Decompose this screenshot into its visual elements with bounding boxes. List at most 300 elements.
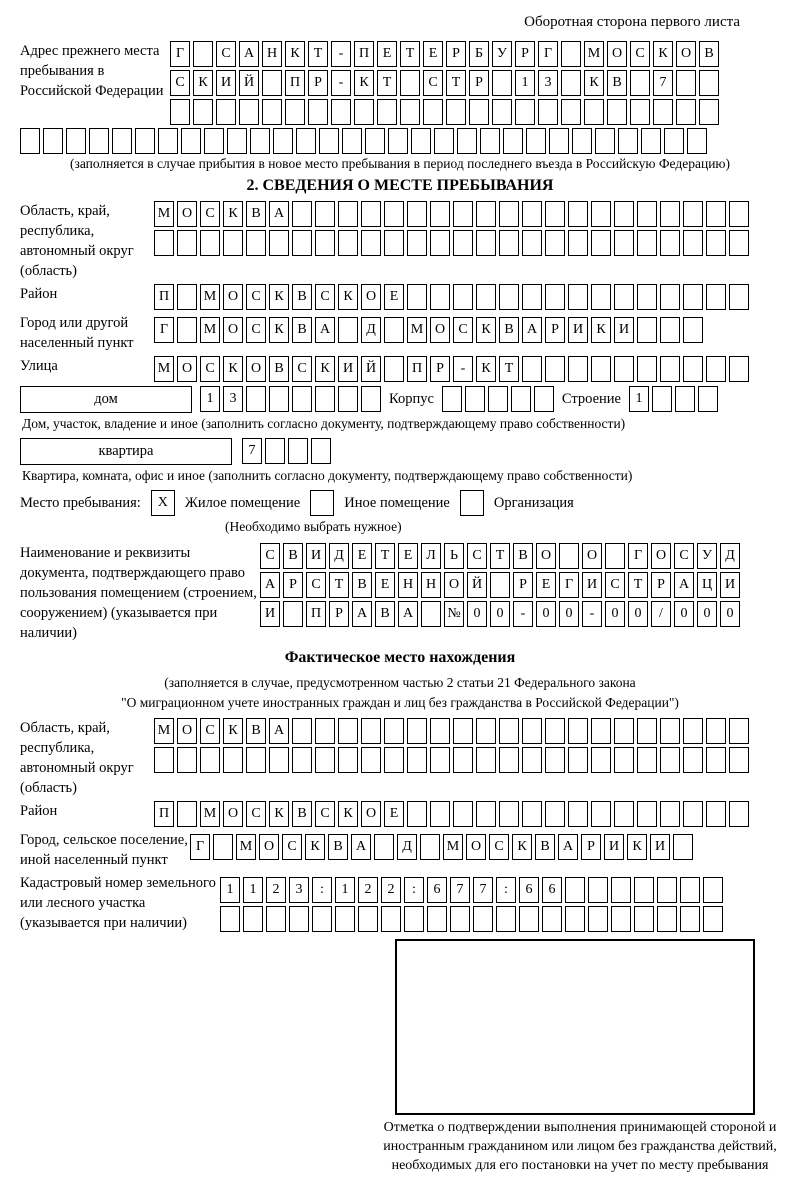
char-cell[interactable]: С [605,572,625,598]
confirmation-stamp-box[interactable] [395,939,755,1115]
char-cell[interactable]: Р [651,572,671,598]
char-cell[interactable] [476,284,496,310]
char-cell[interactable] [522,747,542,773]
char-cell[interactable] [568,747,588,773]
char-cell[interactable]: О [536,543,556,569]
char-cell[interactable] [706,356,726,382]
char-cell[interactable] [407,747,427,773]
char-cell[interactable]: Р [308,70,328,96]
char-cell[interactable]: О [361,801,381,827]
char-cell[interactable]: 2 [381,877,401,903]
char-cell[interactable]: Ь [444,543,464,569]
char-cell[interactable] [706,230,726,256]
char-cell[interactable] [450,906,470,932]
char-cell[interactable]: 0 [628,601,648,627]
char-cell[interactable]: К [591,317,611,343]
char-cell[interactable] [499,284,519,310]
char-cell[interactable] [476,718,496,744]
char-cell[interactable]: С [216,41,236,67]
char-cell[interactable]: И [650,834,670,860]
char-cell[interactable] [584,99,604,125]
char-cell[interactable]: У [492,41,512,67]
char-cell[interactable]: Е [536,572,556,598]
char-cell[interactable] [374,834,394,860]
char-cell[interactable]: Г [170,41,190,67]
char-cell[interactable]: Т [499,356,519,382]
char-cell[interactable] [342,128,362,154]
char-cell[interactable] [365,128,385,154]
char-cell[interactable]: С [315,284,335,310]
char-cell[interactable]: В [246,201,266,227]
char-cell[interactable]: С [292,356,312,382]
char-cell[interactable] [430,230,450,256]
char-cell[interactable]: И [582,572,602,598]
char-cell[interactable] [545,201,565,227]
char-cell[interactable]: 0 [674,601,694,627]
char-cell[interactable] [614,230,634,256]
char-cell[interactable]: Р [329,601,349,627]
char-cell[interactable]: Е [423,41,443,67]
char-cell[interactable] [522,801,542,827]
char-cell[interactable] [729,230,749,256]
char-cell[interactable]: С [246,317,266,343]
char-cell[interactable]: К [223,718,243,744]
char-cell[interactable] [404,906,424,932]
char-cell[interactable] [499,718,519,744]
char-cell[interactable] [526,128,546,154]
char-cell[interactable]: К [193,70,213,96]
char-cell[interactable]: О [651,543,671,569]
char-cell[interactable]: Р [581,834,601,860]
char-cell[interactable]: М [200,801,220,827]
char-cell[interactable]: 3 [223,386,243,412]
char-cell[interactable]: У [697,543,717,569]
char-cell[interactable] [729,284,749,310]
char-cell[interactable] [335,906,355,932]
char-cell[interactable]: А [269,201,289,227]
char-cell[interactable] [522,230,542,256]
char-cell[interactable] [641,128,661,154]
char-cell[interactable]: Й [361,356,381,382]
char-cell[interactable] [591,747,611,773]
char-cell[interactable]: А [315,317,335,343]
char-cell[interactable] [266,906,286,932]
char-cell[interactable] [338,747,358,773]
char-cell[interactable] [545,284,565,310]
char-cell[interactable] [660,317,680,343]
char-cell[interactable] [239,99,259,125]
char-cell[interactable] [545,356,565,382]
char-cell[interactable] [611,906,631,932]
char-cell[interactable] [660,747,680,773]
char-cell[interactable] [388,128,408,154]
char-cell[interactable]: М [154,356,174,382]
char-cell[interactable]: 0 [467,601,487,627]
char-cell[interactable] [607,99,627,125]
char-cell[interactable]: Р [446,41,466,67]
char-cell[interactable] [213,834,233,860]
char-cell[interactable] [653,99,673,125]
char-cell[interactable]: Р [430,356,450,382]
char-cell[interactable] [660,201,680,227]
char-cell[interactable]: К [338,284,358,310]
char-cell[interactable] [407,284,427,310]
char-cell[interactable] [154,230,174,256]
char-cell[interactable]: О [259,834,279,860]
char-cell[interactable] [706,201,726,227]
char-cell[interactable]: 1 [335,877,355,903]
char-cell[interactable] [430,284,450,310]
char-cell[interactable]: С [315,801,335,827]
char-cell[interactable]: - [453,356,473,382]
char-cell[interactable] [315,747,335,773]
char-cell[interactable] [285,99,305,125]
char-cell[interactable] [315,230,335,256]
char-cell[interactable] [637,747,657,773]
char-cell[interactable]: А [522,317,542,343]
char-cell[interactable] [66,128,86,154]
char-cell[interactable] [338,201,358,227]
char-cell[interactable] [400,99,420,125]
char-cell[interactable] [430,801,450,827]
char-cell[interactable] [660,356,680,382]
char-cell[interactable] [476,230,496,256]
char-cell[interactable] [496,906,516,932]
char-cell[interactable] [729,356,749,382]
char-cell[interactable] [177,317,197,343]
char-cell[interactable] [262,70,282,96]
char-cell[interactable] [453,801,473,827]
char-cell[interactable] [430,747,450,773]
char-cell[interactable]: М [154,718,174,744]
char-cell[interactable]: 0 [697,601,717,627]
char-cell[interactable]: Р [545,317,565,343]
char-cell[interactable]: Д [329,543,349,569]
char-cell[interactable] [542,906,562,932]
char-cell[interactable] [250,128,270,154]
char-cell[interactable] [591,201,611,227]
char-cell[interactable] [519,906,539,932]
char-cell[interactable] [614,747,634,773]
char-cell[interactable] [476,747,496,773]
char-cell[interactable] [223,747,243,773]
char-cell[interactable]: К [305,834,325,860]
char-cell[interactable] [262,99,282,125]
house-field-box[interactable]: дом [20,386,192,413]
char-cell[interactable] [381,906,401,932]
char-cell[interactable]: Г [538,41,558,67]
char-cell[interactable]: О [430,317,450,343]
char-cell[interactable] [476,801,496,827]
char-cell[interactable]: К [315,356,335,382]
char-cell[interactable] [660,284,680,310]
char-cell[interactable]: П [285,70,305,96]
char-cell[interactable]: - [331,70,351,96]
char-cell[interactable] [605,543,625,569]
char-cell[interactable]: Д [720,543,740,569]
char-cell[interactable]: П [407,356,427,382]
char-cell[interactable]: В [499,317,519,343]
char-cell[interactable] [706,801,726,827]
char-cell[interactable]: П [354,41,374,67]
char-cell[interactable] [361,718,381,744]
char-cell[interactable] [177,801,197,827]
char-cell[interactable] [568,718,588,744]
char-cell[interactable] [673,834,693,860]
char-cell[interactable]: Р [513,572,533,598]
char-cell[interactable] [338,718,358,744]
char-cell[interactable] [634,906,654,932]
char-cell[interactable] [430,201,450,227]
char-cell[interactable] [193,99,213,125]
char-cell[interactable] [361,386,381,412]
char-cell[interactable]: О [676,41,696,67]
char-cell[interactable]: П [306,601,326,627]
char-cell[interactable]: 6 [427,877,447,903]
char-cell[interactable] [423,99,443,125]
char-cell[interactable]: О [177,201,197,227]
char-cell[interactable] [407,718,427,744]
char-cell[interactable] [427,906,447,932]
char-cell[interactable] [135,128,155,154]
char-cell[interactable]: 7 [450,877,470,903]
char-cell[interactable] [269,386,289,412]
char-cell[interactable]: А [260,572,280,598]
char-cell[interactable] [243,906,263,932]
char-cell[interactable]: О [444,572,464,598]
char-cell[interactable] [568,230,588,256]
char-cell[interactable] [43,128,63,154]
char-cell[interactable]: М [584,41,604,67]
char-cell[interactable]: Г [190,834,210,860]
char-cell[interactable] [572,128,592,154]
char-cell[interactable] [549,128,569,154]
stay-option-checkbox-residential[interactable]: X [151,490,175,516]
char-cell[interactable] [522,284,542,310]
char-cell[interactable] [634,877,654,903]
char-cell[interactable]: К [354,70,374,96]
char-cell[interactable]: С [453,317,473,343]
char-cell[interactable] [177,230,197,256]
char-cell[interactable] [469,99,489,125]
stay-option-checkbox-organization[interactable] [460,490,484,516]
char-cell[interactable] [729,747,749,773]
char-cell[interactable] [729,718,749,744]
char-cell[interactable]: А [351,834,371,860]
char-cell[interactable]: К [476,317,496,343]
char-cell[interactable] [377,99,397,125]
char-cell[interactable] [361,747,381,773]
char-cell[interactable] [522,718,542,744]
char-cell[interactable]: К [269,284,289,310]
char-cell[interactable]: Й [239,70,259,96]
char-cell[interactable]: Т [628,572,648,598]
char-cell[interactable] [227,128,247,154]
char-cell[interactable] [561,70,581,96]
char-cell[interactable] [421,601,441,627]
char-cell[interactable] [220,906,240,932]
char-cell[interactable] [591,284,611,310]
char-cell[interactable]: И [568,317,588,343]
char-cell[interactable] [476,201,496,227]
char-cell[interactable] [660,801,680,827]
char-cell[interactable] [430,718,450,744]
char-cell[interactable] [595,128,615,154]
char-cell[interactable] [565,877,585,903]
char-cell[interactable] [288,438,308,464]
char-cell[interactable]: И [306,543,326,569]
char-cell[interactable] [499,801,519,827]
apartment-field-box[interactable]: квартира [20,438,232,465]
char-cell[interactable] [292,230,312,256]
char-cell[interactable] [588,877,608,903]
char-cell[interactable] [465,386,485,412]
char-cell[interactable] [538,99,558,125]
char-cell[interactable]: В [352,572,372,598]
char-cell[interactable] [559,543,579,569]
char-cell[interactable]: А [398,601,418,627]
char-cell[interactable]: И [216,70,236,96]
char-cell[interactable]: А [674,572,694,598]
char-cell[interactable] [446,99,466,125]
char-cell[interactable]: - [331,41,351,67]
char-cell[interactable] [565,906,585,932]
char-cell[interactable]: С [630,41,650,67]
char-cell[interactable] [687,128,707,154]
char-cell[interactable] [568,201,588,227]
char-cell[interactable] [698,386,718,412]
char-cell[interactable] [170,99,190,125]
char-cell[interactable] [273,128,293,154]
char-cell[interactable] [384,230,404,256]
char-cell[interactable] [591,718,611,744]
char-cell[interactable]: К [269,317,289,343]
char-cell[interactable] [319,128,339,154]
char-cell[interactable]: С [170,70,190,96]
char-cell[interactable] [492,70,512,96]
char-cell[interactable] [384,356,404,382]
char-cell[interactable] [545,747,565,773]
char-cell[interactable] [312,906,332,932]
char-cell[interactable]: П [154,801,174,827]
char-cell[interactable] [614,284,634,310]
char-cell[interactable] [358,906,378,932]
char-cell[interactable]: К [512,834,532,860]
char-cell[interactable] [699,99,719,125]
char-cell[interactable] [591,230,611,256]
char-cell[interactable]: 1 [629,386,649,412]
char-cell[interactable]: С [306,572,326,598]
char-cell[interactable]: / [651,601,671,627]
char-cell[interactable] [177,747,197,773]
char-cell[interactable] [407,201,427,227]
char-cell[interactable] [480,128,500,154]
char-cell[interactable]: К [223,356,243,382]
char-cell[interactable] [683,801,703,827]
char-cell[interactable]: Т [446,70,466,96]
char-cell[interactable]: Н [421,572,441,598]
char-cell[interactable] [706,747,726,773]
char-cell[interactable] [588,906,608,932]
char-cell[interactable]: В [246,718,266,744]
char-cell[interactable] [200,747,220,773]
char-cell[interactable]: С [423,70,443,96]
char-cell[interactable]: С [674,543,694,569]
char-cell[interactable]: 6 [542,877,562,903]
char-cell[interactable] [561,99,581,125]
char-cell[interactable]: А [352,601,372,627]
char-cell[interactable]: Т [377,70,397,96]
char-cell[interactable] [545,230,565,256]
char-cell[interactable]: Е [384,801,404,827]
char-cell[interactable]: О [246,356,266,382]
char-cell[interactable]: С [467,543,487,569]
char-cell[interactable] [660,230,680,256]
char-cell[interactable] [637,356,657,382]
char-cell[interactable]: 0 [720,601,740,627]
char-cell[interactable] [683,356,703,382]
char-cell[interactable] [112,128,132,154]
char-cell[interactable] [420,834,440,860]
char-cell[interactable] [292,386,312,412]
char-cell[interactable]: В [328,834,348,860]
char-cell[interactable] [660,718,680,744]
char-cell[interactable] [561,41,581,67]
char-cell[interactable]: О [582,543,602,569]
char-cell[interactable]: В [607,70,627,96]
char-cell[interactable] [384,317,404,343]
char-cell[interactable]: 0 [490,601,510,627]
char-cell[interactable] [545,801,565,827]
char-cell[interactable] [683,284,703,310]
char-cell[interactable] [614,356,634,382]
char-cell[interactable] [384,718,404,744]
char-cell[interactable]: № [444,601,464,627]
char-cell[interactable]: В [283,543,303,569]
char-cell[interactable] [204,128,224,154]
char-cell[interactable]: Р [283,572,303,598]
char-cell[interactable]: 3 [538,70,558,96]
char-cell[interactable] [407,801,427,827]
char-cell[interactable]: Е [375,572,395,598]
char-cell[interactable]: К [338,801,358,827]
char-cell[interactable]: О [177,718,197,744]
char-cell[interactable] [338,230,358,256]
char-cell[interactable] [20,128,40,154]
char-cell[interactable]: С [200,356,220,382]
char-cell[interactable] [611,877,631,903]
char-cell[interactable] [177,284,197,310]
char-cell[interactable] [411,128,431,154]
char-cell[interactable]: В [375,601,395,627]
char-cell[interactable] [246,386,266,412]
char-cell[interactable] [499,747,519,773]
char-cell[interactable] [269,747,289,773]
char-cell[interactable]: 1 [515,70,535,96]
char-cell[interactable]: С [246,801,266,827]
char-cell[interactable] [361,230,381,256]
char-cell[interactable] [89,128,109,154]
char-cell[interactable] [292,201,312,227]
char-cell[interactable] [453,201,473,227]
char-cell[interactable]: : [404,877,424,903]
char-cell[interactable] [522,201,542,227]
char-cell[interactable]: 3 [289,877,309,903]
char-cell[interactable]: О [223,317,243,343]
char-cell[interactable]: 0 [536,601,556,627]
char-cell[interactable] [338,386,358,412]
char-cell[interactable]: С [200,201,220,227]
